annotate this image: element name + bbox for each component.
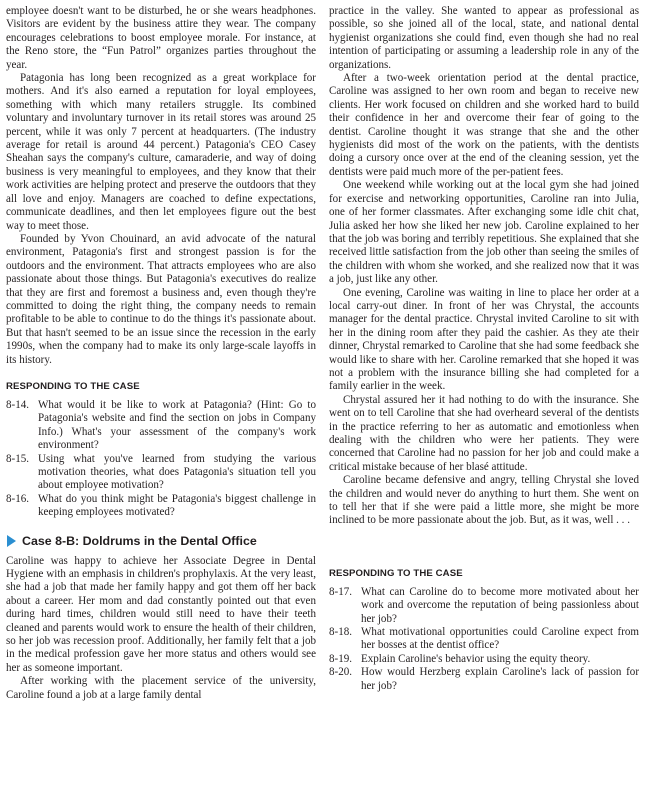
body-paragraph: Chrystal assured her it had nothing to do with the insurance. She went on to tell Caroline that she had overheard several of the dentists in the practice referring to her as automatic and emotionless when dealing with the children who were her patients. They were concerned that Caroline had no passion for her job and could make a critical mistake because of her blasé attitude. [329,393,639,473]
question-text: What can Caroline do to become more motivated about her work and overcome the reputation of being passionless about her job? [361,585,639,625]
case-heading [6,534,316,548]
question-list [6,399,316,520]
responding-heading: RESPONDING TO THE CASE [329,567,463,579]
question-item [329,586,639,626]
question-item [6,453,316,493]
case-title: Case 8-B: Doldrums in the Dental Office [22,533,257,548]
body-paragraph: One weekend while working out at the local gym she had joined for exercise and networking opportunities, Caroline ran into Julia, one of her former classmates. After exchanging some idle chit chat, Julia asked her how she liked her new job. Caroline explained to her that the job was boring and terribly repetitious. She explained that she received little satisfaction from the job other than seeing the smiles of the children with whom she worked, and she realized now that it was a job, just like any other. [329,179,639,286]
responding-heading: RESPONDING TO THE CASE [6,380,140,392]
case-paragraph: Caroline was happy to achieve her Associate Degree in Dental Hygiene with an emphasis in children's prophylaxis. At the very least, she had a job that made her family happy and got them off her back about a career. Her mom and dad constantly pointed out that even during hard times, children would still need to have their teeth cleaned and parents would work to ensure the health of their children, so her job was recession proof. Additionally, her family felt that a job in the medical profession gave her more status and others would see her as someone important. [6,554,316,674]
question-number: 8-18. [329,626,353,639]
case-paragraph: After working with the placement service of the university, Caroline found a job at a large family dental [6,675,316,701]
question-item [329,626,639,653]
right-column [329,5,639,812]
question-number: 8-17. [329,585,353,598]
question-item [6,493,316,520]
body-paragraph: employee doesn't want to be disturbed, he or she wears headphones. Visitors are evident by the business attire they wear. The company encourages celebrations to boost employee morale. For instance, at the Reno store, the “Fun Patrol” organizes parties throughout the year. [6,5,316,71]
question-number: 8-20. [329,666,353,679]
question-item [329,653,639,666]
question-list [329,586,639,693]
question-text: What would it be like to work at Patagonia? (Hint: Go to Patagonia's website and find the section on jobs in Company Info.) What's your assessment of the company's work environment? [38,398,316,452]
question-text: Explain Caroline's behavior using the equity theory. [361,652,591,665]
question-item [6,399,316,453]
body-paragraph: practice in the valley. She wanted to appear as professional as possible, so she joined all of the local, state, and national dental hygienist organizations she could find, even though she had no real intention of participating or assuming a leadership role in any of the organizations. [329,5,639,71]
body-paragraph: Caroline became defensive and angry, telling Chrystal she loved the children and would never do anything to hurt them. She went on to tell her that if she were paid a little more, she might be more inclined to be more passionate about the job. But, as it was, well . . . [329,474,639,527]
left-column [6,5,316,812]
question-text: How would Herzberg explain Caroline's lack of passion for her job? [361,666,639,692]
triangle-arrow-icon [7,535,16,547]
question-text: What motivational opportunities could Caroline expect from her bosses at the dentist office? [361,626,639,652]
question-number: 8-15. [6,452,30,465]
body-paragraph: After a two-week orientation period at the dental practice, Caroline was assigned to her own room and began to receive new clients. Her work focused on children and she worked hard to build their confidence in her and overcome their fear of going to the dentist. Caroline thought it was strange that she and the other hygienists did most of the work on the patients, with the dentists doing a cursory once over at the end of the cleaning session, yet the dentists were paid much more of the per-patient fees. [329,72,639,178]
question-number: 8-16. [6,492,30,505]
question-number: 8-19. [329,652,353,665]
body-paragraph: Patagonia has long been recognized as a great workplace for mothers. And it's also earned a reputation for loyal employees, something with which many retailers struggle. Its combined voluntary and involuntary turnover in its retail stores was around 25 percent, while it was only 7 percent at headquarters. (The industry average for retail is around 44 percent.) Patagonia's CEO Casey Sheahan says the company's culture, camaraderie, and way of doing business is very meaningful to employees, and they know that their work activities are helping protect and preserve the outdoors that they all love and enjoy. Managers are coached to define expectations, communicate deadlines, and then let employees figure out the best way to meet those. [6,72,316,232]
body-paragraph: One evening, Caroline was waiting in line to place her order at a local carry-out diner. In front of her was Chrystal, the accounts manager for the dental practice. Chrystal invited Caroline to sit with her in the dining room after they paid the cashier. As they ate their dinner, Chrystal remarked to Caroline that she had some feedback she would like to share with her. Caroline remarked that she hoped it was not a problem with the insurance billing she had completed for a family earlier in the week. [329,286,639,393]
question-number: 8-14. [6,398,30,411]
body-paragraph: Founded by Yvon Chouinard, an avid advocate of the natural environment, Patagonia's first and strongest passion is for the outdoors and the environment. That attracts employees who are also passionate about those things. But Patagonia's executives do realize that they are first and foremost a business and, even though they're committed to doing the right thing, the company needs to remain profitable to be able to continue to do the things it's passionate about. But that hasn't seemed to be an issue since the recession in the early 1990s, when the company had to make its only large-scale layoffs in its history. [6,232,316,366]
question-text: Using what you've learned from studying the various motivation theories, what does Patagonia's situation tell you about employee motivation? [38,452,316,492]
question-item [329,666,639,693]
question-text: What do you think might be Patagonia's biggest challenge in keeping employees motivated? [38,492,316,519]
